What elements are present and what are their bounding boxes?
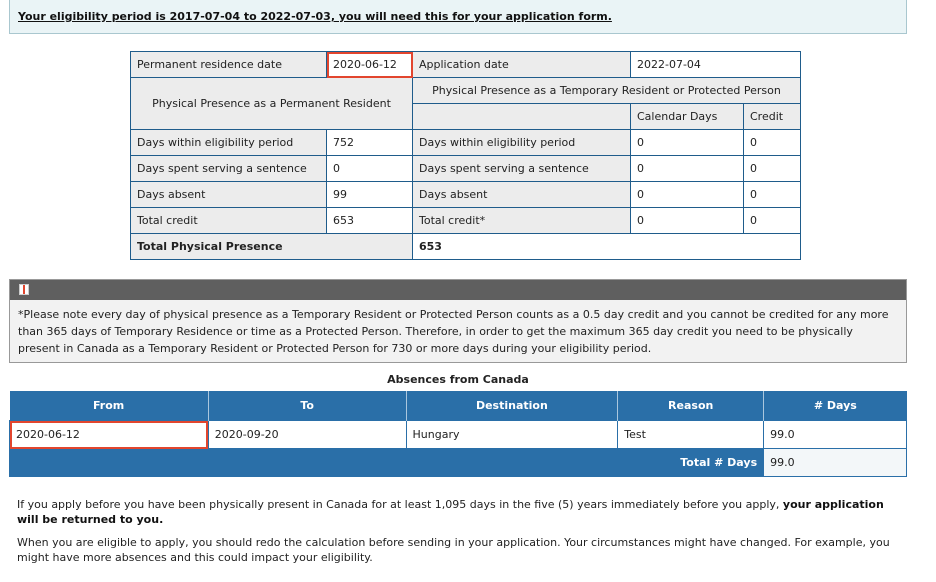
absence-destination[interactable]: Hungary (406, 421, 618, 449)
pr-date-value[interactable]: 2020-06-12 (327, 52, 413, 78)
total-presence-value: 653 (413, 234, 801, 260)
total-days-label: Total # Days (10, 449, 764, 477)
presence-row (131, 156, 801, 182)
book-icon (19, 284, 29, 295)
tr-header-blank (413, 104, 631, 130)
col-reason: Reason (618, 391, 764, 421)
absences-total-row (10, 449, 907, 477)
tr-row-days: 0 (631, 208, 744, 234)
pr-row-value: 0 (327, 156, 413, 182)
presence-row (131, 208, 801, 234)
presence-row (131, 182, 801, 208)
tr-row-days: 0 (631, 130, 744, 156)
absences-table (9, 391, 907, 477)
credit-header: Credit (744, 104, 801, 130)
tr-row-credit: 0 (744, 182, 801, 208)
col-destination: Destination (406, 391, 618, 421)
total-days-value: 99.0 (764, 449, 907, 477)
tr-row-label: Days spent serving a sentence (413, 156, 631, 182)
pr-row-label: Total credit (131, 208, 327, 234)
tr-row-label: Total credit* (413, 208, 631, 234)
col-from: From (10, 391, 209, 421)
note-text: *Please note every day of physical presence as a Temporary Resident or Protected Person counts as a 0.5 day credit and you cannot be credited for any more than 365 days of Temporary Residence or time as a Protected Person. Therefore, in order to get the maximum 365 day credit you need to be physically present in Canada as a Temporary Resident or Protected Person for 730 or more days during your eligibility period. (18, 308, 889, 355)
pr-row-label: Days spent serving a sentence (131, 156, 327, 182)
absence-days: 99.0 (764, 421, 907, 449)
tr-row-credit: 0 (744, 208, 801, 234)
warning-bold-text: your application will be returned to you. (17, 498, 884, 526)
absence-reason[interactable]: Test (618, 421, 764, 449)
tr-row-label: Days absent (413, 182, 631, 208)
table-row (10, 421, 907, 449)
redo-paragraph: When you are eligible to apply, you should redo the calculation before sending in your application. Your circumstances might have changed. For example, you might have more absences and this could impact your eligibility. (17, 536, 890, 564)
tr-row-credit: 0 (744, 130, 801, 156)
pr-date-label: Permanent residence date (131, 52, 327, 78)
tr-row-credit: 0 (744, 156, 801, 182)
presence-row (131, 130, 801, 156)
pr-row-value: 99 (327, 182, 413, 208)
eligibility-text: Your eligibility period is 2017-07-04 to 2022-07-03, you will need this for your application form. (18, 10, 612, 23)
application-date-value[interactable]: 2022-07-04 (631, 52, 801, 78)
application-date-label: Application date (413, 52, 631, 78)
tr-section-title: Physical Presence as a Temporary Resident or Protected Person (413, 78, 801, 104)
absences-title: Absences from Canada (387, 373, 529, 386)
col-to: To (208, 391, 406, 421)
physical-presence-table (130, 51, 801, 260)
eligibility-banner (9, 0, 907, 34)
note-header-bar (10, 280, 906, 300)
col-days: # Days (764, 391, 907, 421)
pr-row-value: 752 (327, 130, 413, 156)
tr-row-label: Days within eligibility period (413, 130, 631, 156)
total-presence-label: Total Physical Presence (131, 234, 413, 260)
pr-row-value: 653 (327, 208, 413, 234)
credit-note (9, 279, 907, 363)
absence-to[interactable]: 2020-09-20 (208, 421, 406, 449)
pr-row-label: Days within eligibility period (131, 130, 327, 156)
pr-section-title: Physical Presence as a Permanent Resident (131, 78, 413, 130)
absence-from[interactable]: 2020-06-12 (10, 421, 209, 449)
tr-row-days: 0 (631, 182, 744, 208)
tr-row-days: 0 (631, 156, 744, 182)
warning-paragraph (17, 497, 902, 527)
warning-text: If you apply before you have been physically present in Canada for at least 1,095 days in the five (5) years immediately before you apply, (17, 498, 783, 511)
calendar-days-header: Calendar Days (631, 104, 744, 130)
pr-row-label: Days absent (131, 182, 327, 208)
